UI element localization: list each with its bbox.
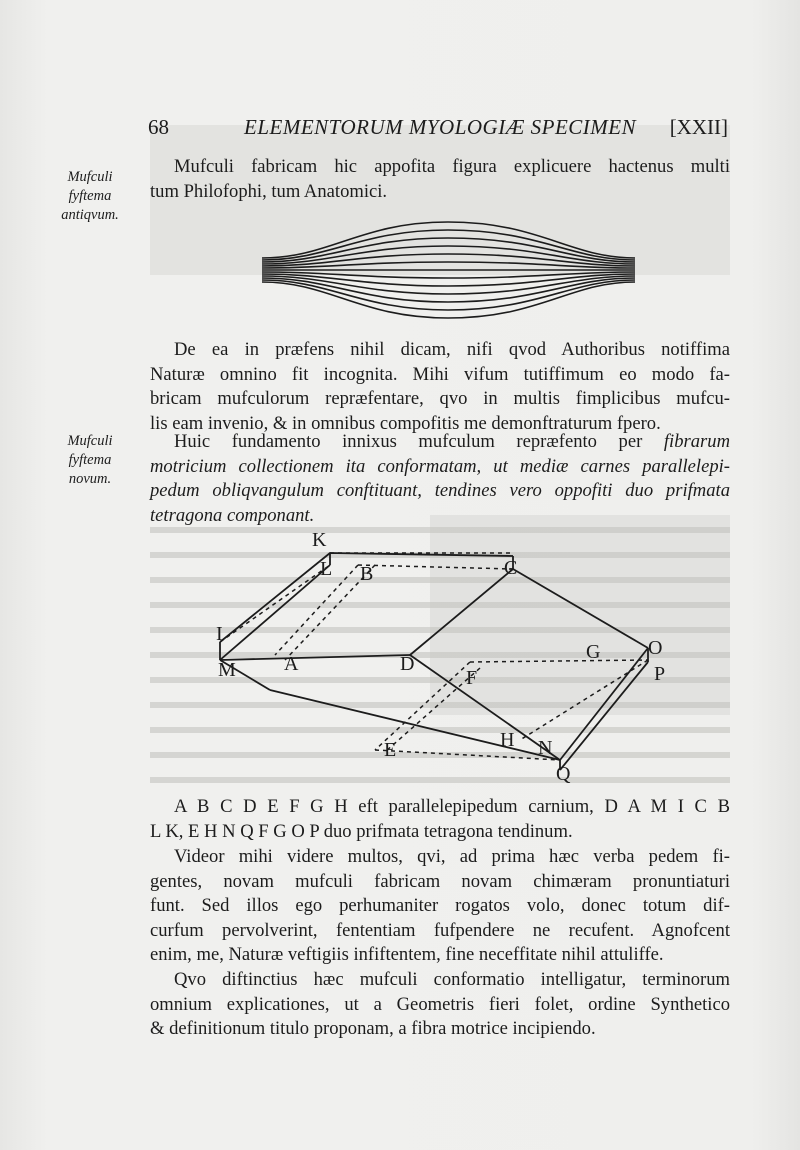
vertex-label-i: I xyxy=(216,623,223,645)
vertex-label-b: B xyxy=(360,563,374,585)
vertex-label-f: F xyxy=(466,667,478,689)
running-title: ELEMENTORUM MYOLOGIÆ SPECIMEN xyxy=(244,115,637,139)
paragraph-5: Videor mihi videre multos, qvi, ad prima hæc verba pedem fi- gentes, novam mufculi fabricam novam chimæram pronuntiaturi funt. Sed illos ego perhumaniter rogatos volo, donec totum dif- curfum pervolverint, fententiam fufpendere ne recufent. Agnofcent enim, me, Naturæ veftigiis infiftentem, fine neceffitate nihil attuliffe. xyxy=(150,846,730,965)
section-number: [XXII] xyxy=(669,115,728,139)
vertex-label-k: K xyxy=(312,529,327,551)
vertex-label-e: E xyxy=(384,739,397,761)
paragraph-1: Mufculi fabricam hic appofita figura explicuere hactenus multi tum Philofophi, tum Anatomici. xyxy=(150,156,730,202)
vertex-label-h: H xyxy=(500,729,515,751)
vertex-label-o: O xyxy=(648,637,663,659)
vertex-label-a: A xyxy=(284,653,299,675)
margin-note-antiquum: Mufculi fyftema antiqvum. xyxy=(61,169,119,223)
paragraph-4: A B C D E F G H eft parallelepipedum carnium, D A M I C B L K, E H N Q F G O P duo prifmata tetragona tendinum. xyxy=(150,796,730,842)
vertex-label-n: N xyxy=(538,737,553,759)
vertex-label-g: G xyxy=(586,641,601,663)
dashed-f-o xyxy=(470,660,648,662)
paragraph-2: De ea in præfens nihil dicam, nifi qvod Authoribus notiffima Naturæ omnino fit incognita. Mihi vifum tutiffimum eo modo fa- bricam mufculorum repræfentare, qvo in multis fimplicibus mufcu- lis eam invenio, & in omnibus compofitis me demonftraturum fpero. xyxy=(150,339,730,434)
paragraph-6: Qvo diftinctius hæc mufculi conformatio intelligatur, terminorum omnium explicationes, ut a Geometris fieri folet, ordine Synthetico & definitionum titulo proponam, a fibra motrice incipiendo. xyxy=(150,969,730,1039)
vertex-label-d: D xyxy=(400,653,415,675)
vertex-label-l: L xyxy=(320,558,333,580)
vertex-label-q: Q xyxy=(556,763,571,785)
edge-m-d xyxy=(220,655,410,660)
vertex-label-p: P xyxy=(654,663,666,685)
edge-c-o xyxy=(513,569,648,648)
edge-bottom xyxy=(270,690,560,760)
page-number: 68 xyxy=(148,115,169,139)
margin-note-novum: Mufculi fyftema novum. xyxy=(67,433,113,487)
vertex-label-c: C xyxy=(504,557,518,579)
dashed-f-e xyxy=(375,662,470,750)
edge-c-d xyxy=(410,569,513,655)
paragraph-3: Huic fundamento innixus mufculum repræfento per fibrarum motricium collectionem ita conformatam, ut mediæ carnes parallelepi- pedum obliqvangulum conftituant, tendines vero oppofiti duo prifmata tetragona componant. xyxy=(150,431,730,526)
vertex-label-m: M xyxy=(218,659,236,681)
edge-p-q xyxy=(560,662,648,770)
